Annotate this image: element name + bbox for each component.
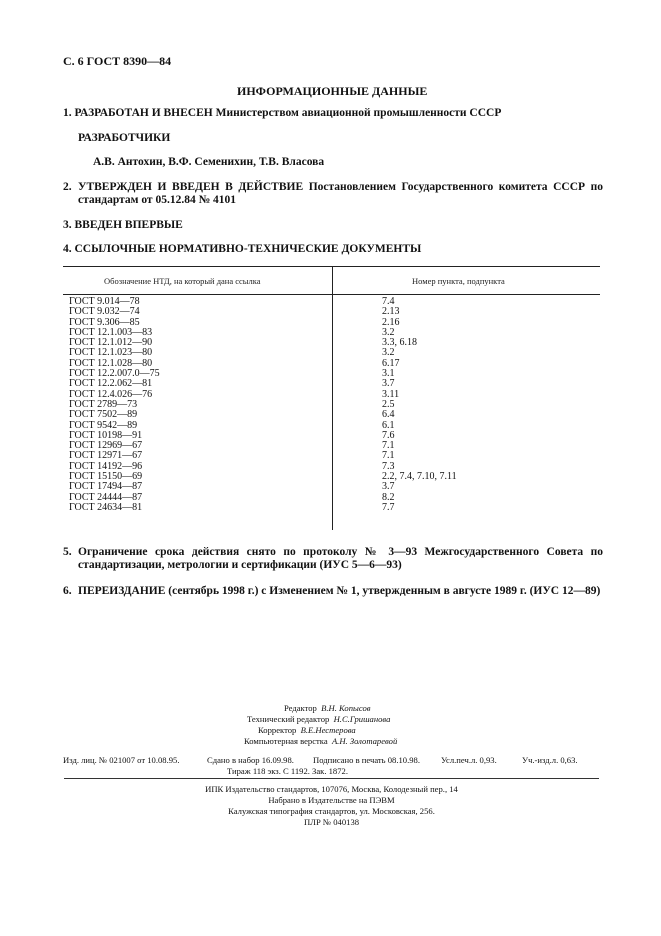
- imprint-license: Изд. лиц. № 021007 от 10.08.95.: [63, 755, 180, 765]
- editor-name: В.Н. Копысов: [321, 703, 371, 713]
- imprint-plr: ПЛР № 040138: [303, 817, 360, 827]
- imprint-typeset-at: Набрано в Издательстве на ПЭВМ: [268, 795, 395, 805]
- table-row-doc: ГОСТ 12.2.062—81: [69, 378, 153, 390]
- section-number: 1.: [63, 107, 72, 119]
- table-row-doc: ГОСТ 12.1.028—80: [69, 357, 153, 369]
- table-row-clause: 7.6: [382, 429, 395, 441]
- table-row-clause: 7.1: [382, 450, 395, 462]
- table-row-clause: 6.4: [382, 409, 395, 421]
- table-row-clause: 2.2, 7.4, 7.10, 7.11: [382, 471, 457, 483]
- developers-names: А.В. Антохин, В.Ф. Семенихин, Т.В. Власова: [93, 156, 325, 168]
- imprint-corrector: [258, 725, 356, 735]
- section-number: 3.: [63, 219, 72, 231]
- table-row-doc: ГОСТ 9.014—78: [69, 296, 140, 307]
- developers-heading: РАЗРАБОТЧИКИ: [78, 132, 171, 144]
- imprint-publisher: ИПК Издательство стандартов, 107076, Москва, Колодезный пер., 14: [205, 784, 458, 794]
- table-row-clause: 6.1: [382, 419, 395, 431]
- imprint-editor: [284, 703, 370, 713]
- table-row-clause: 7.4: [382, 296, 395, 307]
- corrector-role: Корректор: [258, 725, 297, 735]
- table-row-clause: 3.7: [382, 481, 395, 493]
- corrector-name: В.Е.Нестерова: [300, 725, 356, 735]
- table-row-doc: ГОСТ 17494—87: [69, 481, 143, 493]
- table-row-clause: 2.5: [382, 398, 395, 410]
- table-row-doc: ГОСТ 9.032—74: [69, 306, 140, 318]
- imprint-divider: [64, 778, 599, 779]
- table-row-doc: ГОСТ 24444—87: [69, 491, 143, 503]
- page-reference: С. 6 ГОСТ 8390—84: [63, 54, 172, 68]
- table-row-clause: 3.2: [382, 347, 395, 359]
- table-row-doc: ГОСТ 2789—73: [69, 398, 138, 410]
- section-text: РАЗРАБОТАН И ВНЕСЕН Министерством авиационной промышленности СССР: [74, 107, 502, 119]
- table-row-doc: ГОСТ 14192—96: [69, 460, 143, 472]
- section-6-text: ПЕРЕИЗДАНИЕ (сентябрь 1998 г.) с Изменением № 1, утвержденным в августе 1989 г. (ИУС 12—89): [78, 585, 601, 597]
- layout-name: А.Н. Золотаревой: [331, 736, 398, 746]
- section-3: [63, 219, 183, 231]
- editor-role: Редактор: [284, 703, 317, 713]
- table-row-clause: 3.3, 6.18: [382, 337, 417, 349]
- section-5-text: Ограничение срока действия снято по протоколу № 3—93 Межгосударственного Совета по стандартизации, метрологии и сертификации (ИУС 5—6—93): [78, 546, 603, 571]
- table-header-doc: Обозначение НТД, на который дана ссылка: [104, 276, 261, 286]
- table-row-doc: ГОСТ 9542—89: [69, 419, 138, 431]
- section-number: 4.: [63, 243, 72, 255]
- imprint-pub-sheets: Уч.-изд.л. 0,63.: [522, 755, 578, 765]
- table-row-doc: ГОСТ 12.4.026—76: [69, 388, 153, 400]
- section-text: ВВЕДЕН ВПЕРВЫЕ: [74, 219, 183, 231]
- section-2-number: 2.: [63, 181, 72, 193]
- table-row-doc: ГОСТ 9.306—85: [69, 316, 140, 328]
- tech-editor-name: Н.С.Гришанова: [333, 714, 391, 724]
- section-2-text: УТВЕРЖДЕН И ВВЕДЕН В ДЕЙСТВИЕ Постановлением Государственного комитета СССР по стандартам от 05.12.84 № 4101: [78, 181, 603, 206]
- tech-editor-role: Технический редактор: [247, 714, 330, 724]
- imprint-print-sheets: Усл.печ.л. 0,93.: [441, 755, 497, 765]
- table-row-doc: ГОСТ 12969—67: [69, 440, 143, 452]
- imprint-layout: [244, 736, 397, 746]
- table-row-clause: 3.7: [382, 378, 395, 390]
- table-row-doc: ГОСТ 10198—91: [69, 429, 143, 441]
- table-row-clause: 8.2: [382, 491, 395, 503]
- table-header-clause: Номер пункта, подпункта: [412, 276, 505, 286]
- table-row-doc: ГОСТ 24634—81: [69, 501, 143, 513]
- table-row-clause: 3.2: [382, 326, 395, 338]
- page-title: ИНФОРМАЦИОННЫЕ ДАННЫЕ: [237, 84, 428, 98]
- table-row-clause: 6.17: [382, 357, 400, 369]
- table-row-doc: ГОСТ 12.2.007.0—75: [69, 368, 160, 380]
- table-row-doc: ГОСТ 12.1.012—90: [69, 337, 153, 349]
- table-row-clause: 3.1: [382, 368, 395, 380]
- imprint-typeset-date: Сдано в набор 16.09.98.: [207, 755, 294, 765]
- table-row-doc: ГОСТ 12.1.023—80: [69, 347, 153, 359]
- section-5-number: 5.: [63, 546, 72, 558]
- table-row-clause: 2.13: [382, 306, 400, 318]
- imprint-signed-date: Подписано в печать 08.10.98.: [313, 755, 420, 765]
- section-6-number: 6.: [63, 585, 72, 597]
- table-row-doc: ГОСТ 12.1.003—83: [69, 326, 153, 338]
- imprint-circulation: Тираж 118 экз. С 1192. Зак. 1872.: [227, 766, 348, 776]
- section-1: [63, 107, 501, 119]
- table-row-clause: 7.3: [382, 460, 395, 472]
- section-text: ССЫЛОЧНЫЕ НОРМАТИВНО-ТЕХНИЧЕСКИЕ ДОКУМЕНТЫ: [74, 243, 422, 255]
- table-row-clause: 3.11: [382, 388, 400, 400]
- table-row-clause: 7.1: [382, 440, 395, 452]
- table-clause-column: [382, 297, 457, 513]
- table-row-doc: ГОСТ 15150—69: [69, 471, 143, 483]
- imprint-printer: Калужская типография стандартов, ул. Московская, 256.: [228, 806, 435, 816]
- table-row-doc: ГОСТ 12971—67: [69, 450, 143, 462]
- table-row-clause: 2.16: [382, 316, 400, 328]
- section-4: [63, 243, 421, 255]
- table-doc-column: [69, 297, 160, 513]
- layout-role: Компьютерная верстка: [244, 736, 328, 746]
- imprint-tech-editor: [247, 714, 390, 724]
- table-row-doc: ГОСТ 7502—89: [69, 409, 138, 421]
- table-column-divider: [332, 266, 333, 530]
- table-row-clause: 7.7: [382, 501, 395, 513]
